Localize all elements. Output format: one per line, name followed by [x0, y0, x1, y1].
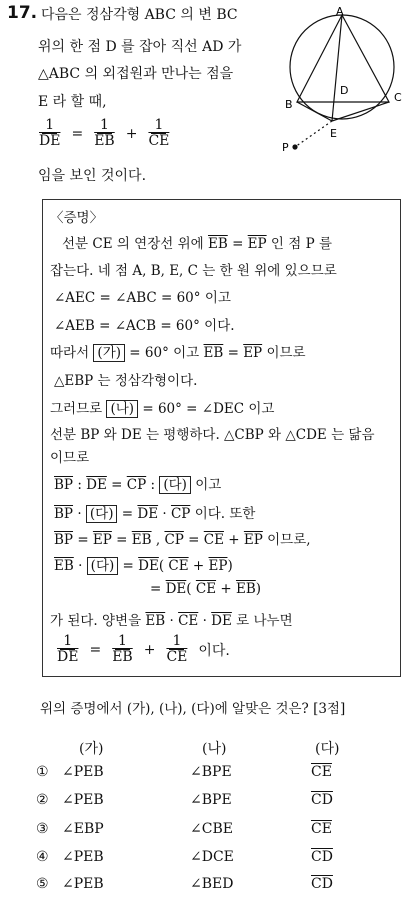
proof-line-10: $\overline{BP}$ : $\overline{DE} = \overline{CP}$ : (다) 이고 — [54, 477, 222, 493]
blank-na: (나) — [106, 400, 138, 418]
question-text: 위의 증명에서 (가), (나), (다)에 알맞은 것은? [3점] — [40, 701, 346, 717]
proof-line-12: $\overline{BP} = \overline{EP} = \overline{EB}$ , $\overline{CP} = \overline{CE} + \overline{EP}$ 이므로, — [54, 532, 311, 548]
proof-line-1: 선분 CE 의 연장선 위에 $\overline{EB} = \overline{EP}$ 인 점 P 를 — [62, 236, 333, 252]
proof-line-7: 그러므로 (나) = 60° = ∠DEC 이고 — [50, 401, 275, 417]
label-d: D — [340, 84, 349, 97]
problem-ending: 임을 보인 것이다. — [38, 168, 147, 184]
proof-line-3: ∠AEC = ∠ABC = 60° 이고 — [54, 290, 231, 306]
extension-ep — [295, 121, 332, 147]
proof-heading: 〈증명〉 — [50, 210, 104, 226]
proof-line-8: 선분 BP 와 DE 는 평행하다. △CBP 와 △CDE 는 닮음 — [50, 427, 375, 443]
choices-header-da: (다) — [315, 741, 340, 757]
choice-number: ④ — [36, 849, 49, 865]
choice-5[interactable] — [36, 876, 376, 900]
choice-da: $\overline{CE}$ — [311, 821, 332, 837]
label-b: B — [285, 98, 293, 111]
choice-ga: ∠PEB — [62, 876, 104, 892]
segment-ce — [332, 102, 389, 121]
problem-text-line-1: 다음은 정삼각형 ABC 의 변 BC — [41, 7, 238, 23]
choice-na: ∠BPE — [190, 764, 232, 780]
choice-na: ∠DCE — [190, 849, 234, 865]
problem-number: 17. — [7, 3, 38, 23]
choice-na: ∠BED — [190, 876, 234, 892]
choice-na: ∠BPE — [190, 792, 232, 808]
blank-da-3: (다) — [87, 557, 119, 575]
choice-number: ① — [36, 764, 49, 780]
formula-term1-denominator: EB — [94, 133, 115, 149]
choice-ga: ∠PEB — [62, 764, 104, 780]
geometry-figure — [270, 5, 412, 165]
choice-ga: ∠PEB — [62, 849, 104, 865]
label-e: E — [330, 127, 337, 140]
choices-header-na: (나) — [202, 741, 227, 757]
proof-line-13: $\overline{EB}$ · (다) = $\overline{DE}$( $\overline{CE} + \overline{EP}$) — [54, 558, 233, 574]
formula-term1-numerator: 1 — [97, 118, 112, 134]
choice-3[interactable] — [36, 821, 376, 845]
proof-line-2: 잡는다. 네 점 A, B, E, C 는 한 원 위에 있으므로 — [50, 263, 337, 279]
choices-header-ga: (가) — [79, 741, 104, 757]
point-p — [292, 144, 297, 149]
formula-term2-denominator: CE — [148, 133, 170, 149]
segment-be — [297, 102, 332, 121]
formula-lhs-numerator: 1 — [42, 118, 57, 134]
blank-ga: (가) — [93, 344, 125, 362]
proof-line-14: = $\overline{DE}$( $\overline{CE} + \overline{EB}$) — [150, 581, 262, 597]
choice-ga: ∠PEB — [62, 792, 104, 808]
label-a: A — [336, 5, 344, 18]
problem-text-line-3: △ABC 의 외접원과 만나는 점을 — [38, 66, 234, 82]
choice-4[interactable] — [36, 849, 376, 873]
proof-line-6: △EBP 는 정삼각형이다. — [54, 373, 198, 389]
choice-number: ③ — [36, 821, 49, 837]
choice-da: $\overline{CD}$ — [311, 876, 333, 892]
choice-da: $\overline{CE}$ — [311, 764, 332, 780]
proof-line-15: 가 된다. 양변을 $\overline{EB} \cdot \overline{CE} \cdot \overline{DE}$ 로 나누면 — [50, 613, 293, 629]
problem-text-line-4: E 라 할 때, — [38, 94, 107, 110]
choice-1[interactable] — [36, 764, 376, 788]
problem-text-line-2: 위의 한 점 D 를 잡아 직선 AD 가 — [38, 39, 242, 55]
proof-line-11: $\overline{BP}$ · (다) = $\overline{DE} \cdot \overline{CP}$ 이다. 또한 — [54, 506, 256, 522]
proof-final-formula: $\frac{1}{DE}$ = $\frac{1}{EB}$ + $\frac{1}{CE}$ 이다. — [57, 633, 230, 665]
formula-lhs-denominator: DE — [39, 133, 61, 149]
proof-line-4: ∠AEB = ∠ACB = 60° 이다. — [54, 318, 235, 334]
choice-number: ⑤ — [36, 876, 49, 892]
choice-2[interactable] — [36, 792, 376, 816]
proof-line-5: 따라서 (가) = 60° 이고 $\overline{EB} = \overline{EP}$ 이므로 — [50, 345, 306, 361]
blank-da-2: (다) — [86, 505, 118, 523]
blank-da-1: (다) — [159, 476, 191, 494]
choice-da: $\overline{CD}$ — [311, 792, 333, 808]
formula-term2-numerator: 1 — [151, 118, 166, 134]
choice-ga: ∠EBP — [62, 821, 104, 837]
choice-na: ∠CBE — [190, 821, 233, 837]
proof-line-9: 이므로 — [50, 450, 90, 466]
choice-number: ② — [36, 792, 49, 808]
circumcircle — [290, 15, 394, 119]
label-c: C — [394, 91, 402, 104]
problem-formula: $\frac{1}{DE}$ = $\frac{1}{EB}$ + $\frac{1}{CE}$ — [36, 118, 172, 149]
choice-da: $\overline{CD}$ — [311, 849, 333, 865]
label-p: P — [282, 141, 289, 154]
